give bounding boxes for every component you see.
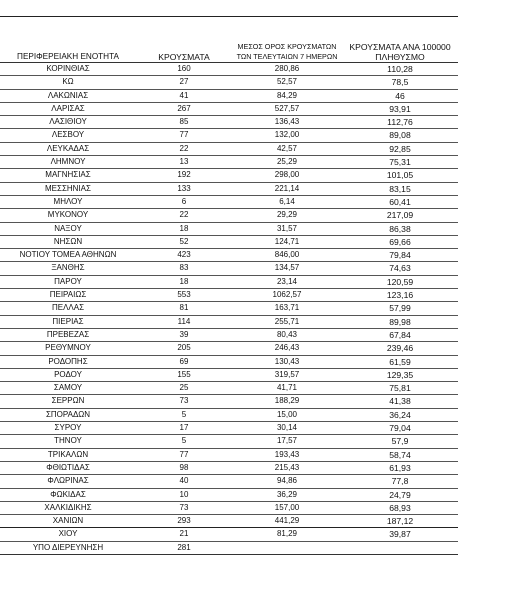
table-row bbox=[0, 369, 458, 382]
cell-avg: 527,57 bbox=[274, 103, 300, 113]
top-rule bbox=[0, 16, 458, 17]
cell-region: ΧΑΛΚΙΔΙΚΗΣ bbox=[44, 502, 92, 512]
cell-cases: 10 bbox=[179, 489, 189, 499]
cell-region: ΠΕΙΡΑΙΩΣ bbox=[49, 290, 87, 300]
header-avg-line1: ΜΕΣΟΣ ΟΡΟΣ ΚΡΟΥΣΜΑΤΩΝ bbox=[237, 42, 337, 51]
cell-region: ΣΠΟΡΑΔΩΝ bbox=[45, 409, 91, 419]
table-row bbox=[0, 302, 458, 315]
cell-avg: 23,14 bbox=[276, 276, 298, 286]
cell-region: ΡΟΔΟΥ bbox=[54, 369, 82, 379]
table-row bbox=[0, 475, 458, 488]
cell-region: ΣΕΡΡΩΝ bbox=[51, 396, 85, 406]
cell-region: ΞΑΝΘΗΣ bbox=[51, 263, 85, 273]
cell-per-capita: 112,76 bbox=[387, 117, 413, 128]
cell-per-capita: 89,98 bbox=[389, 316, 411, 327]
table-row bbox=[0, 183, 458, 196]
table-row bbox=[0, 435, 458, 448]
cell-region: ΚΟΡΙΝΘΙΑΣ bbox=[46, 64, 90, 73]
cell-cases: 133 bbox=[177, 183, 191, 193]
header-region-label: ΠΕΡΙΦΕΡΕΙΑΚΗ ΕΝΟΤΗΤΑ bbox=[17, 52, 119, 61]
cell-avg: 17,57 bbox=[276, 436, 298, 446]
cell-region: ΜΥΚΟΝΟΥ bbox=[47, 210, 89, 220]
cell-cases: 22 bbox=[179, 210, 189, 220]
table-row bbox=[0, 76, 458, 89]
cell-per-capita: 93,91 bbox=[389, 103, 411, 114]
cell-per-capita: 60,41 bbox=[389, 196, 411, 207]
cell-avg: 246,43 bbox=[274, 343, 300, 353]
cell-region: ΛΕΥΚΑΔΑΣ bbox=[46, 143, 90, 153]
cell-avg: 319,57 bbox=[274, 369, 300, 379]
cell-per-capita: 58,74 bbox=[389, 449, 411, 460]
cell-region: ΧΑΝΙΩΝ bbox=[52, 516, 84, 526]
cell-per-capita: 24,79 bbox=[389, 489, 411, 500]
cell-region: ΜΕΣΣΗΝΙΑΣ bbox=[45, 183, 91, 193]
cell-region: ΤΗΝΟΥ bbox=[54, 436, 82, 446]
cell-region: ΦΛΩΡΙΝΑΣ bbox=[47, 476, 89, 486]
cell-per-capita: 92,85 bbox=[389, 143, 411, 154]
cell-per-capita: 89,08 bbox=[389, 130, 411, 141]
cell-per-capita: 79,84 bbox=[389, 250, 411, 261]
cell-avg: 132,00 bbox=[274, 130, 300, 140]
header-cases bbox=[136, 52, 232, 62]
cell-cases: 5 bbox=[181, 436, 187, 446]
cell-region: ΛΕΣΒΟΥ bbox=[51, 130, 85, 140]
cell-cases: 52 bbox=[179, 236, 189, 246]
cell-cases: 39 bbox=[179, 329, 189, 339]
cell-cases: 22 bbox=[179, 143, 189, 153]
cell-region: ΡΕΘΥΜΝΟΥ bbox=[45, 343, 91, 353]
table-header bbox=[0, 36, 458, 62]
cell-per-capita: 39,87 bbox=[389, 529, 411, 540]
table-row bbox=[0, 169, 458, 182]
cell-avg: 124,71 bbox=[274, 236, 300, 246]
table-row bbox=[0, 395, 458, 408]
cell-cases: 13 bbox=[179, 157, 189, 167]
cell-region: ΥΠΟ ΔΙΕΡΕΥΝΗΣΗ bbox=[32, 542, 104, 552]
cell-cases: 18 bbox=[179, 276, 189, 286]
cell-cases: 77 bbox=[179, 449, 189, 459]
cell-cases: 25 bbox=[179, 383, 189, 393]
table-row bbox=[0, 502, 458, 515]
bottom-rule bbox=[0, 527, 458, 528]
cell-avg: 94,86 bbox=[276, 476, 298, 486]
table-row bbox=[0, 356, 458, 369]
table-row bbox=[0, 196, 458, 209]
cell-avg: 255,71 bbox=[274, 316, 300, 326]
table-row bbox=[0, 249, 458, 262]
cell-avg: 846,00 bbox=[274, 250, 300, 260]
cell-per-capita: 110,28 bbox=[387, 64, 413, 74]
table-row bbox=[0, 63, 458, 76]
cell-region: ΣΥΡΟΥ bbox=[54, 423, 82, 433]
cell-per-capita: 77,8 bbox=[391, 476, 409, 487]
cell-per-capita: 83,15 bbox=[389, 183, 411, 194]
cell-region: ΦΩΚΙΔΑΣ bbox=[50, 489, 86, 499]
cell-avg: 298,00 bbox=[274, 170, 300, 180]
table-row bbox=[0, 209, 458, 222]
table-row bbox=[0, 542, 458, 555]
cell-per-capita: 217,09 bbox=[386, 210, 414, 221]
cell-per-capita: 69,66 bbox=[389, 236, 411, 247]
cell-avg: 52,57 bbox=[276, 77, 298, 87]
table-row bbox=[0, 489, 458, 502]
cell-avg: 280,86 bbox=[274, 64, 300, 73]
cell-per-capita: 101,05 bbox=[386, 170, 414, 181]
cell-per-capita: 239,46 bbox=[386, 343, 414, 354]
cell-cases: 155 bbox=[177, 369, 191, 379]
cell-cases: 281 bbox=[177, 542, 191, 552]
cell-avg: 31,57 bbox=[276, 223, 298, 233]
cell-avg: 29,29 bbox=[276, 210, 298, 220]
cell-avg: 80,43 bbox=[276, 329, 298, 339]
cell-region: ΧΙΟΥ bbox=[58, 529, 78, 539]
cell-avg: 42,57 bbox=[276, 143, 298, 153]
table-row bbox=[0, 316, 458, 329]
cell-avg: 441,29 bbox=[274, 516, 300, 526]
table-row bbox=[0, 276, 458, 289]
cell-cases: 73 bbox=[179, 502, 189, 512]
cell-avg: 6,14 bbox=[279, 196, 295, 206]
cell-per-capita: 57,99 bbox=[389, 303, 411, 314]
cell-cases: 17 bbox=[179, 423, 189, 433]
cell-per-capita: 120,59 bbox=[386, 276, 414, 287]
cell-per-capita: 75,81 bbox=[389, 383, 411, 394]
cell-avg: 134,57 bbox=[274, 263, 300, 273]
cell-avg: 193,43 bbox=[274, 449, 300, 459]
table-row bbox=[0, 382, 458, 395]
table-row bbox=[0, 528, 458, 541]
cell-cases: 160 bbox=[177, 64, 191, 73]
table-row bbox=[0, 143, 458, 156]
cell-cases: 85 bbox=[179, 117, 189, 127]
cell-per-capita: 68,93 bbox=[389, 502, 411, 513]
table-row bbox=[0, 156, 458, 169]
cell-region: ΤΡΙΚΑΛΩΝ bbox=[47, 449, 89, 459]
table-row bbox=[0, 329, 458, 342]
table-row bbox=[0, 90, 458, 103]
cell-cases: 40 bbox=[179, 476, 189, 486]
cell-cases: 21 bbox=[179, 529, 189, 539]
table-row bbox=[0, 236, 458, 249]
cell-avg: 25,29 bbox=[276, 157, 298, 167]
cell-cases: 267 bbox=[177, 103, 191, 113]
cell-cases: 77 bbox=[179, 130, 189, 140]
cell-cases: 18 bbox=[179, 223, 189, 233]
header-region bbox=[0, 52, 136, 62]
cell-region: ΠΡΕΒΕΖΑΣ bbox=[46, 329, 90, 339]
cell-region: ΠΙΕΡΙΑΣ bbox=[52, 316, 84, 326]
cell-per-capita: 46 bbox=[395, 90, 405, 101]
table-row bbox=[0, 103, 458, 116]
cell-cases: 114 bbox=[177, 316, 191, 326]
cell-cases: 27 bbox=[179, 77, 189, 87]
cell-cases: 83 bbox=[179, 263, 189, 273]
cell-region: ΛΑΚΩΝΙΑΣ bbox=[47, 90, 89, 100]
cell-region: ΣΑΜΟΥ bbox=[53, 383, 83, 393]
cell-per-capita: 79,04 bbox=[389, 423, 411, 434]
cell-cases: 5 bbox=[181, 409, 187, 419]
cell-avg: 36,29 bbox=[276, 489, 298, 499]
cell-avg: 188,29 bbox=[274, 396, 300, 406]
header-avg-line2: ΤΩΝ ΤΕΛΕΥΤΑΙΩΝ 7 ΗΜΕΡΩΝ bbox=[236, 52, 338, 61]
table-row bbox=[0, 462, 458, 475]
cell-region: ΛΑΣΙΘΙΟΥ bbox=[49, 117, 87, 127]
cell-cases: 293 bbox=[177, 516, 191, 526]
cell-region: ΡΟΔΟΠΗΣ bbox=[48, 356, 88, 366]
cell-per-capita: 57,9 bbox=[391, 436, 409, 447]
cell-region: ΛΑΡΙΣΑΣ bbox=[51, 103, 85, 113]
table-row bbox=[0, 422, 458, 435]
cell-cases: 6 bbox=[181, 196, 187, 206]
header-cases-label: ΚΡΟΥΣΜΑΤΑ bbox=[158, 52, 210, 62]
cell-per-capita: 187,12 bbox=[386, 516, 414, 527]
cell-avg: 81,29 bbox=[276, 529, 298, 539]
table-row bbox=[0, 129, 458, 142]
cell-per-capita: 78,5 bbox=[391, 77, 409, 88]
cell-per-capita: 67,84 bbox=[389, 329, 411, 340]
header-avg bbox=[232, 42, 342, 62]
cell-per-capita: 74,63 bbox=[389, 263, 411, 274]
cell-region: ΜΑΓΝΗΣΙΑΣ bbox=[45, 170, 91, 180]
cell-per-capita: 36,24 bbox=[389, 409, 411, 420]
cell-avg: 1062,57 bbox=[272, 290, 302, 300]
cell-region: ΠΕΛΛΑΣ bbox=[51, 303, 85, 313]
cell-cases: 423 bbox=[177, 250, 191, 260]
cell-cases: 73 bbox=[179, 396, 189, 406]
cell-avg: 157,00 bbox=[274, 502, 300, 512]
cell-avg: 221,14 bbox=[274, 183, 300, 193]
table-body bbox=[0, 63, 458, 555]
header-per-line1: ΚΡΟΥΣΜΑΤΑ ΑΝΑ 100000 bbox=[349, 42, 451, 52]
table-row bbox=[0, 409, 458, 422]
cell-cases: 69 bbox=[179, 356, 189, 366]
cell-per-capita: 61,93 bbox=[389, 462, 411, 473]
cell-cases: 205 bbox=[177, 343, 191, 353]
cell-avg: 136,43 bbox=[274, 117, 300, 127]
cell-per-capita: 86,38 bbox=[389, 223, 411, 234]
cell-region: ΝΟΤΙΟΥ ΤΟΜΕΑ ΑΘΗΝΩΝ bbox=[19, 250, 117, 260]
cell-cases: 98 bbox=[179, 462, 189, 472]
table-row bbox=[0, 116, 458, 129]
cell-per-capita: 61,59 bbox=[389, 356, 411, 367]
table-row bbox=[0, 289, 458, 302]
cell-region: ΝΗΣΩΝ bbox=[53, 236, 83, 246]
header-per-line2: ΠΛΗΘΥΣΜΟ bbox=[375, 52, 425, 62]
cell-avg: 41,71 bbox=[276, 383, 298, 393]
cell-avg: 30,14 bbox=[276, 423, 298, 433]
cell-avg: 84,29 bbox=[276, 90, 298, 100]
cell-region: ΚΩ bbox=[62, 77, 74, 87]
cell-cases: 553 bbox=[177, 290, 191, 300]
cell-region: ΜΗΛΟΥ bbox=[53, 196, 83, 206]
cell-per-capita: 41,38 bbox=[389, 396, 411, 407]
cell-avg: 215,43 bbox=[274, 462, 300, 472]
header-per-capita bbox=[342, 42, 458, 62]
cell-region: ΦΘΙΩΤΙΔΑΣ bbox=[46, 462, 90, 472]
cell-avg: 130,43 bbox=[274, 356, 300, 366]
cell-region: ΝΑΞΟΥ bbox=[54, 223, 82, 233]
table-row bbox=[0, 449, 458, 462]
cell-region: ΠΑΡΟΥ bbox=[54, 276, 82, 286]
table-row bbox=[0, 223, 458, 236]
cell-cases: 81 bbox=[179, 303, 189, 313]
cell-cases: 41 bbox=[179, 90, 189, 100]
cell-per-capita: 123,16 bbox=[386, 290, 414, 301]
cell-cases: 192 bbox=[177, 170, 191, 180]
table-row bbox=[0, 342, 458, 355]
cell-avg: 15,00 bbox=[276, 409, 298, 419]
cell-region: ΛΗΜΝΟΥ bbox=[50, 157, 86, 167]
cell-per-capita: 75,31 bbox=[389, 157, 411, 168]
cell-per-capita: 129,35 bbox=[386, 369, 414, 380]
table-row bbox=[0, 262, 458, 275]
cell-avg: 163,71 bbox=[274, 303, 300, 313]
